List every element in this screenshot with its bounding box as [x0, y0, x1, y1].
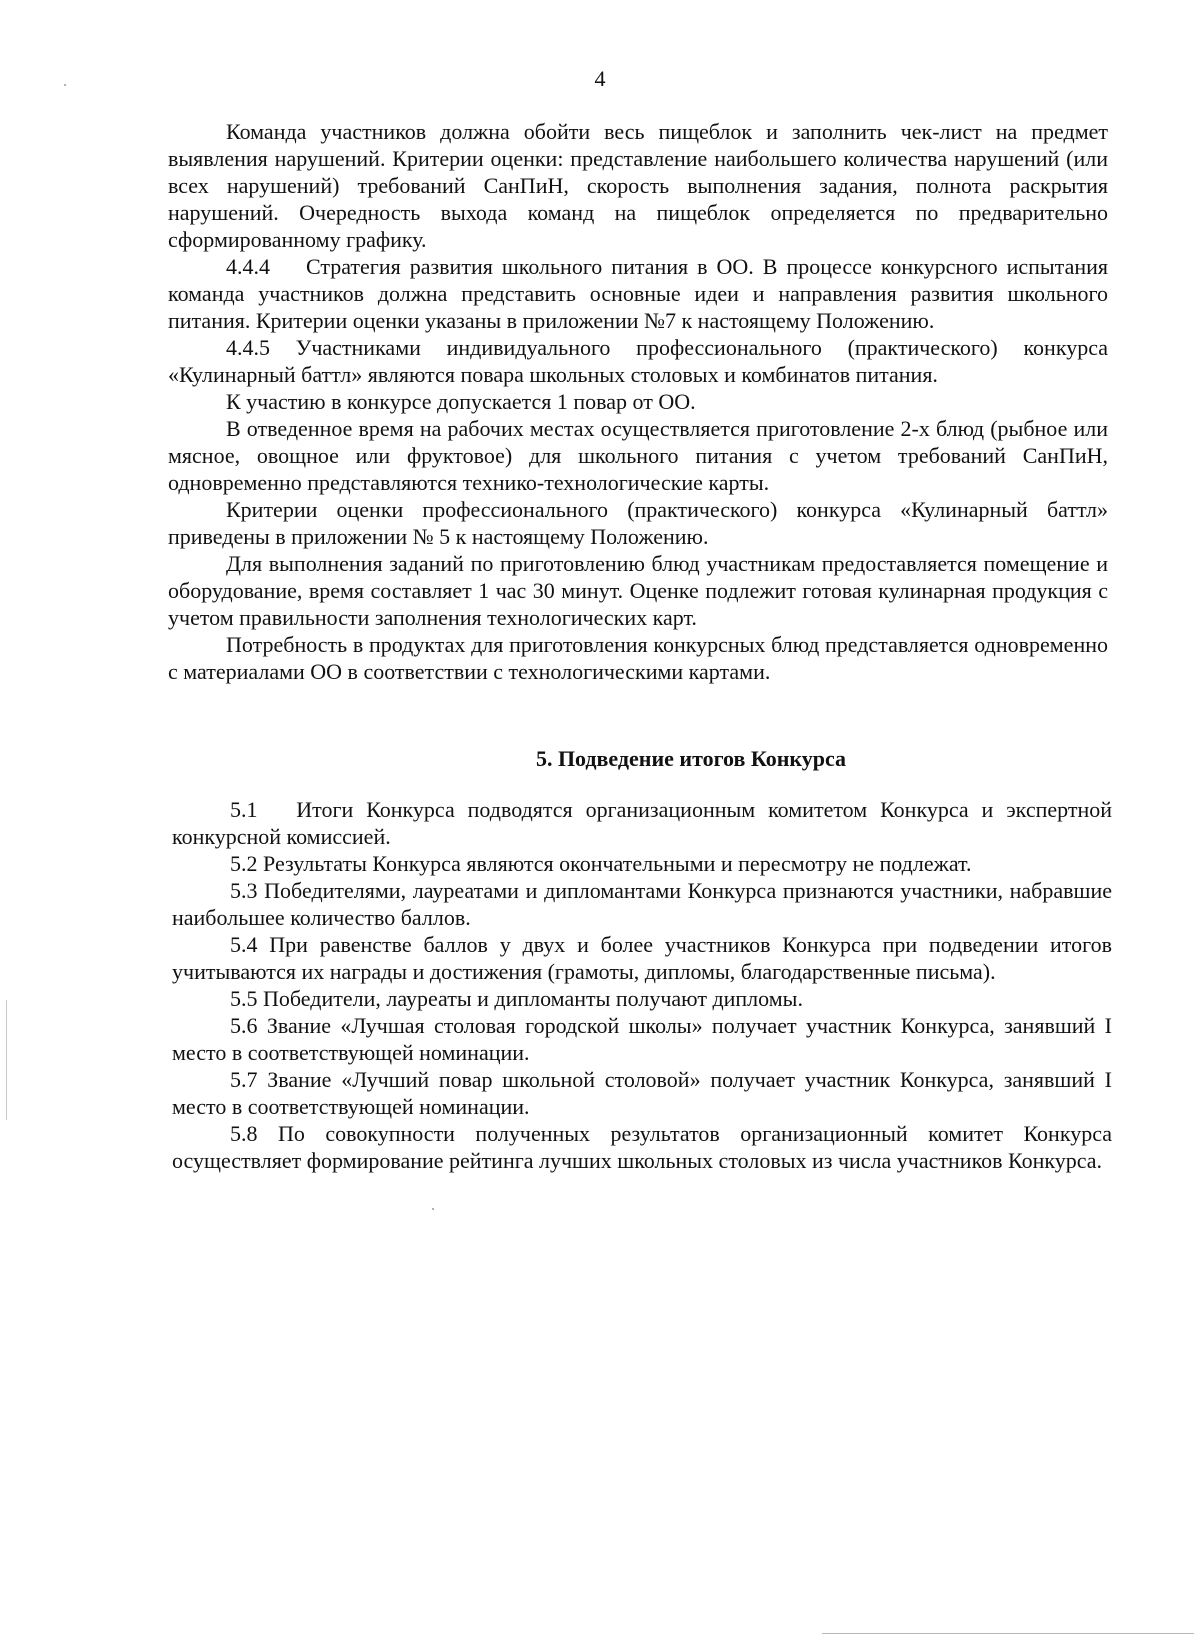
paragraph: В отведенное время на рабочих местах осуществляется приготовление 2-х блюд (рыбное или мясное, овощное или фруктовое) для школьного питания с учетом требований СанПиН, одновременно представляются технико-технологические карты.	[168, 416, 1108, 495]
paragraph: Для выполнения заданий по приготовлению блюд участникам предоставляется помещение и оборудование, время составляет 1 час 30 минут. Оценке подлежит готовая кулинарная продукция с учетом правильности заполнения технологических карт.	[168, 551, 1108, 630]
paragraph-5-6: 5.6 Звание «Лучшая столовая городской школы» получает участник Конкурса, занявший I место в соответствующей номинации.	[172, 1013, 1112, 1065]
page-number: 4	[594, 66, 606, 91]
scan-speck	[64, 84, 66, 86]
scan-edge-mark	[6, 1000, 7, 1120]
scan-bottom-edge	[822, 1633, 1194, 1634]
paragraph-5-4: 5.4 При равенстве баллов у двух и более участников Конкурса при подведении итогов учитываются их награды и достижения (грамоты, дипломы, благодарственные письма).	[172, 932, 1112, 984]
paragraph-5-3: 5.3 Победителями, лауреатами и дипломантами Конкурса признаются участники, набравшие наибольшее количество баллов.	[172, 878, 1112, 930]
section-5-heading: 5. Подведение итогов Конкурса	[535, 746, 847, 771]
paragraph-5-7: 5.7 Звание «Лучший повар школьной столовой» получает участник Конкурса, занявший I место в соответствующей номинации.	[172, 1067, 1112, 1119]
paragraph: К участию в конкурсе допускается 1 повар от ОО.	[226, 389, 696, 414]
paragraph-5-1: 5.1 Итоги Конкурса подводятся организационным комитетом Конкурса и экспертной конкурсной комиссией.	[172, 797, 1112, 849]
scan-speck	[432, 1208, 434, 1210]
section-4-continuation	[168, 118, 1108, 685]
section-5-body	[172, 796, 1112, 1174]
paragraph-4-4-5: 4.4.5 Участниками индивидуального профессионального (практического) конкурса «Кулинарный баттл» являются повара школьных столовых и комбинатов питания.	[168, 335, 1108, 387]
paragraph: Команда участников должна обойти весь пищеблок и заполнить чек-лист на предмет выявления нарушений. Критерии оценки: представление наибольшего количества нарушений (или всех нарушений) требований СанПиН, скорость выполнения задания, полнота раскрытия нарушений. Очередность выхода команд на пищеблок определяется по предварительно сформированному графику.	[168, 119, 1108, 252]
paragraph-4-4-4: 4.4.4 Стратегия развития школьного питания в ОО. В процессе конкурсного испытания команда участников должна представить основные идеи и направления развития школьного питания. Критерии оценки указаны в приложении №7 к настоящему Положению.	[168, 254, 1108, 333]
paragraph: Потребность в продуктах для приготовления конкурсных блюд представляется одновременно с материалами ОО в соответствии с технологическими картами.	[168, 632, 1108, 684]
paragraph-5-5: 5.5 Победители, лауреаты и дипломанты получают дипломы.	[230, 986, 803, 1011]
paragraph: Критерии оценки профессионального (практического) конкурса «Кулинарный баттл» приведены в приложении № 5 к настоящему Положению.	[168, 497, 1108, 549]
paragraph-5-8: 5.8 По совокупности полученных результатов организационный комитет Конкурса осуществляет формирование рейтинга лучших школьных столовых из числа участников Конкурса.	[172, 1121, 1112, 1173]
paragraph-5-2: 5.2 Результаты Конкурса являются окончательными и пересмотру не подлежат.	[230, 851, 972, 876]
